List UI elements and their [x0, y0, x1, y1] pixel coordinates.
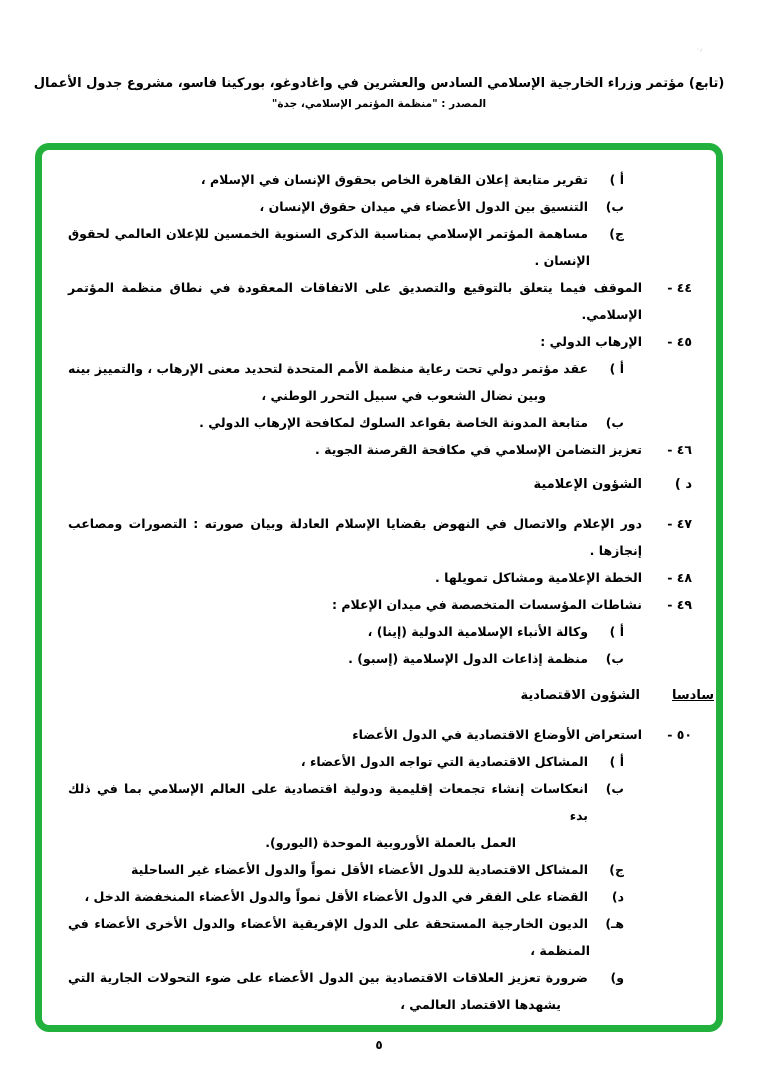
item-marker: ٤٨ -	[667, 570, 692, 585]
item-text: عقد مؤتمر دولي تحت رعاية منظمة الأمم المتحدة لتحديد معنى الإرهاب ، والتمييز بينه	[68, 361, 588, 376]
item-text: المشاكل الاقتصادية التي تواجه الدول الأعضاء ،	[300, 754, 588, 769]
item-text: انعكاسات إنشاء تجمعات إقليمية ودولية اقتصادية على العالم الإسلامي بما في ذلك بدء	[68, 781, 588, 823]
item-text: منظمة إذاعات الدول الإسلامية (إسبو) .	[348, 651, 588, 666]
item-text: استعراض الأوضاع الاقتصادية في الدول الأعضاء	[352, 727, 642, 742]
agenda-line	[42, 564, 716, 591]
item-text: مساهمة المؤتمر الإسلامي بمناسبة الذكرى السنوية الخمسين للإعلان العالمي لحقوق	[68, 226, 588, 241]
agenda-line	[42, 645, 716, 672]
item-text: التنسيق بين الدول الأعضاء في ميدان حقوق الإنسان ،	[259, 199, 588, 214]
item-marker: ب)	[605, 415, 624, 430]
agenda-content	[42, 150, 716, 1028]
item-marker: هـ)	[605, 916, 624, 931]
item-text: الشؤون الإعلامية	[533, 477, 642, 492]
agenda-line	[42, 682, 716, 709]
item-text: المنظمة ،	[530, 943, 590, 958]
item-text: يشهدها الاقتصاد العالمي ،	[400, 997, 561, 1012]
page-number: ٥	[375, 1038, 383, 1052]
item-text: الموقف فيما يتعلق بالتوقيع والتصديق على الاتفاقات المعقودة في نطاق منظمة المؤتمر الإسلامي.	[68, 280, 642, 322]
item-marker: ٥٠ -	[667, 727, 692, 742]
agenda-line	[42, 748, 716, 775]
item-text: نشاطات المؤسسات المتخصصة في ميدان الإعلام :	[331, 597, 642, 612]
item-text: الإرهاب الدولي :	[540, 334, 642, 349]
item-text: إنجازها .	[589, 543, 642, 558]
agenda-line	[42, 409, 716, 436]
item-marker: ٤٤ -	[667, 280, 692, 295]
item-text: ضرورة تعزيز العلاقات الاقتصادية بين الدول الأعضاء على ضوء التحولات الجارية التي	[68, 970, 588, 985]
document-header	[0, 76, 758, 110]
agenda-line	[42, 618, 716, 645]
agenda-line	[42, 328, 716, 355]
agenda-line	[42, 274, 716, 328]
document-title: (تابع) مؤتمر وزراء الخارجية الإسلامي السادس والعشرين في واغادوغو، بوركينا فاسو، مشروع جدول الأعمال	[33, 76, 725, 91]
agenda-line	[42, 991, 716, 1018]
scan-artifact: ٠٫	[695, 45, 702, 53]
item-marker: أ )	[609, 361, 624, 376]
item-text: الإنسان .	[534, 253, 590, 268]
item-marker: د)	[611, 889, 624, 904]
item-text: وبين نضال الشعوب في سبيل التحرر الوطني ،	[261, 388, 546, 403]
agenda-line	[42, 937, 716, 964]
item-marker: أ )	[609, 754, 624, 769]
item-text: متابعة المدونة الخاصة بقواعد السلوك لمكافحة الإرهاب الدولي .	[199, 415, 588, 430]
item-text: الشؤون الاقتصادية	[520, 688, 640, 703]
item-marker: أ )	[609, 624, 624, 639]
agenda-line	[42, 910, 716, 937]
agenda-line	[42, 247, 716, 274]
agenda-line	[42, 510, 716, 537]
item-marker: ب)	[605, 651, 624, 666]
item-text: المشاكل الاقتصادية للدول الأعضاء الأقل نمواً والدول الأعضاء غير الساحلية	[131, 862, 588, 877]
agenda-line	[42, 355, 716, 382]
item-marker: ٤٥ -	[667, 334, 692, 349]
agenda-line	[42, 829, 716, 856]
agenda-line	[42, 721, 716, 748]
item-marker: و)	[610, 970, 624, 985]
document-source-line: المصدر : "منظمة المؤتمر الإسلامي، جدة"	[271, 98, 487, 110]
item-marker: د )	[674, 477, 692, 492]
agenda-line	[42, 382, 716, 409]
item-text: دور الإعلام والاتصال في النهوض بقضايا الإسلام العادلة وبيان صورته : التصورات ومصاعب	[68, 516, 642, 531]
item-marker: ج)	[609, 862, 624, 877]
agenda-line	[42, 964, 716, 991]
item-text: الخطة الإعلامية ومشاكل تمويلها .	[435, 570, 642, 585]
item-marker: ٤٩ -	[667, 597, 692, 612]
item-marker: ب)	[605, 781, 624, 796]
agenda-line	[42, 220, 716, 247]
agenda-line	[42, 436, 716, 463]
agenda-line	[42, 591, 716, 618]
item-marker: سادسا	[671, 688, 714, 703]
item-text: الديون الخارجية المستحقة على الدول الإفريقية الأعضاء والدول الأخرى الأعضاء في	[68, 916, 588, 931]
item-marker: ج)	[609, 226, 624, 241]
agenda-line	[42, 537, 716, 564]
agenda-line	[42, 856, 716, 883]
item-marker: ب)	[605, 199, 624, 214]
agenda-line	[42, 166, 716, 193]
item-text: العمل بالعملة الأوروبية الموحدة (اليورو).	[265, 835, 516, 850]
agenda-line	[42, 193, 716, 220]
item-text: تعزيز التضامن الإسلامي في مكافحة القرصنة الجوية .	[315, 442, 642, 457]
item-text: تقرير متابعة إعلان القاهرة الخاص بحقوق الإنسان في الإسلام ،	[200, 172, 588, 187]
agenda-frame	[35, 143, 723, 1032]
item-marker: ٤٦ -	[667, 442, 692, 457]
item-text: القضاء على الفقر في الدول الأعضاء الأقل نمواً والدول الأعضاء المنخفضة الدخل ،	[84, 889, 588, 904]
item-marker: أ )	[609, 172, 624, 187]
item-text: وكالة الأنباء الإسلامية الدولية (إينا) ،	[367, 624, 588, 639]
agenda-line	[42, 471, 716, 498]
agenda-line	[42, 775, 716, 829]
agenda-line	[42, 883, 716, 910]
item-marker: ٤٧ -	[667, 516, 692, 531]
